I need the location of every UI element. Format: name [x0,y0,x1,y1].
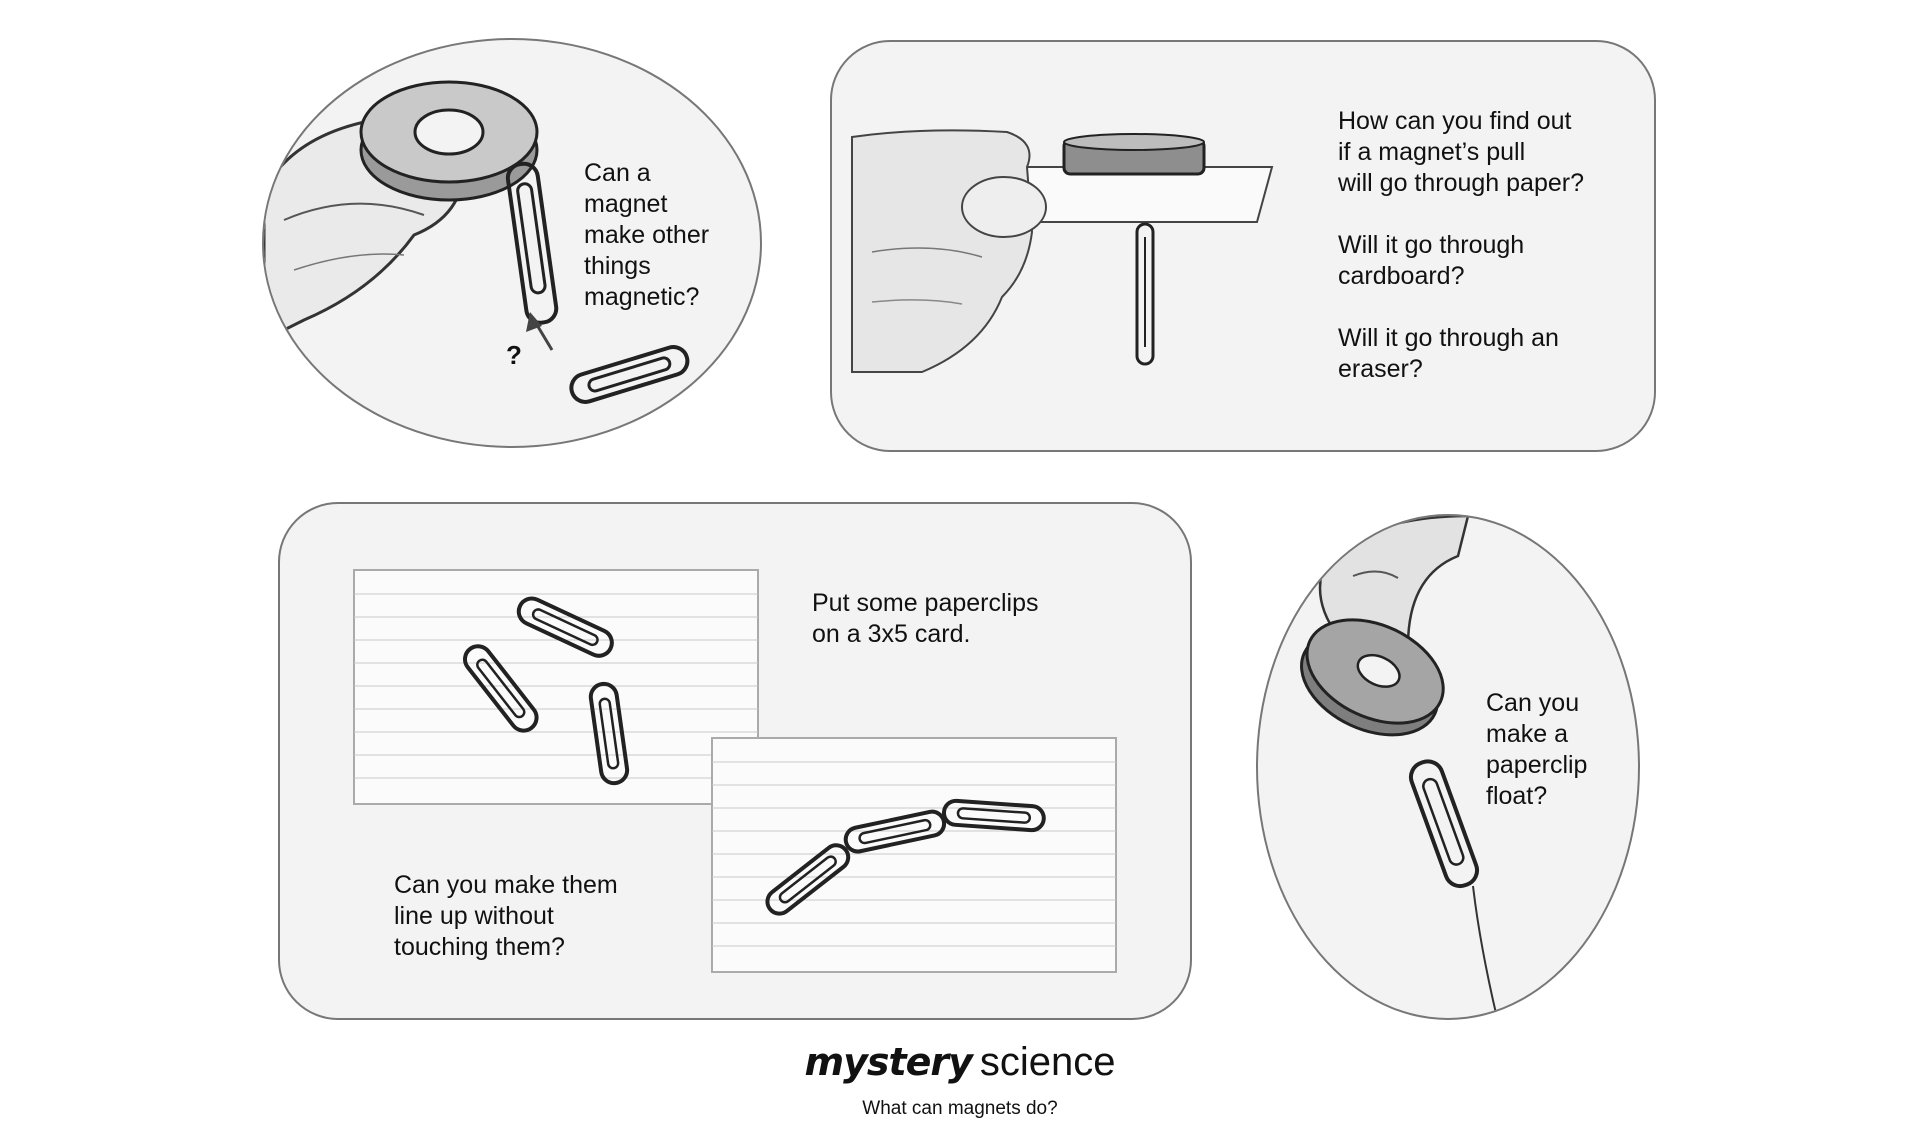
arrow-icon [526,312,552,350]
page-caption: What can magnets do? [862,1098,1058,1119]
panel-magnetize [262,38,762,448]
brand-mystery: mystery [804,1040,972,1084]
ring-magnet-icon [1064,134,1204,174]
float-question: Can you make a paperclip float? [1486,689,1588,810]
paperclip-icon [506,162,558,325]
card-instruction: Put some paperclips on a 3x5 card. [812,589,1039,648]
paperclip-icon [1407,757,1482,890]
ring-magnet-icon [1285,599,1460,755]
brand-logo [0,1040,1920,1100]
index-card-icon [712,738,1116,972]
question-mark: ? [506,340,522,370]
paperclip-icon [568,344,691,406]
panel-through-paper [830,40,1656,452]
ring-magnet-icon [361,82,537,200]
line-up-question: Can you make them line up without touching them? [394,871,618,961]
string-icon [1473,886,1498,1020]
index-card-icon [354,570,758,804]
panel-line-up [278,502,1192,1020]
through-paper-questions: How can you find out if a magnet’s pull will go through paper? Will it go through cardboard? Will it go through an eraser? [1338,107,1584,383]
paperclip-icon [1137,224,1153,364]
magnetize-question: Can a magnet make other things magnetic? [584,159,710,311]
panel-float [1256,514,1640,1020]
brand-science: science [979,1040,1116,1084]
